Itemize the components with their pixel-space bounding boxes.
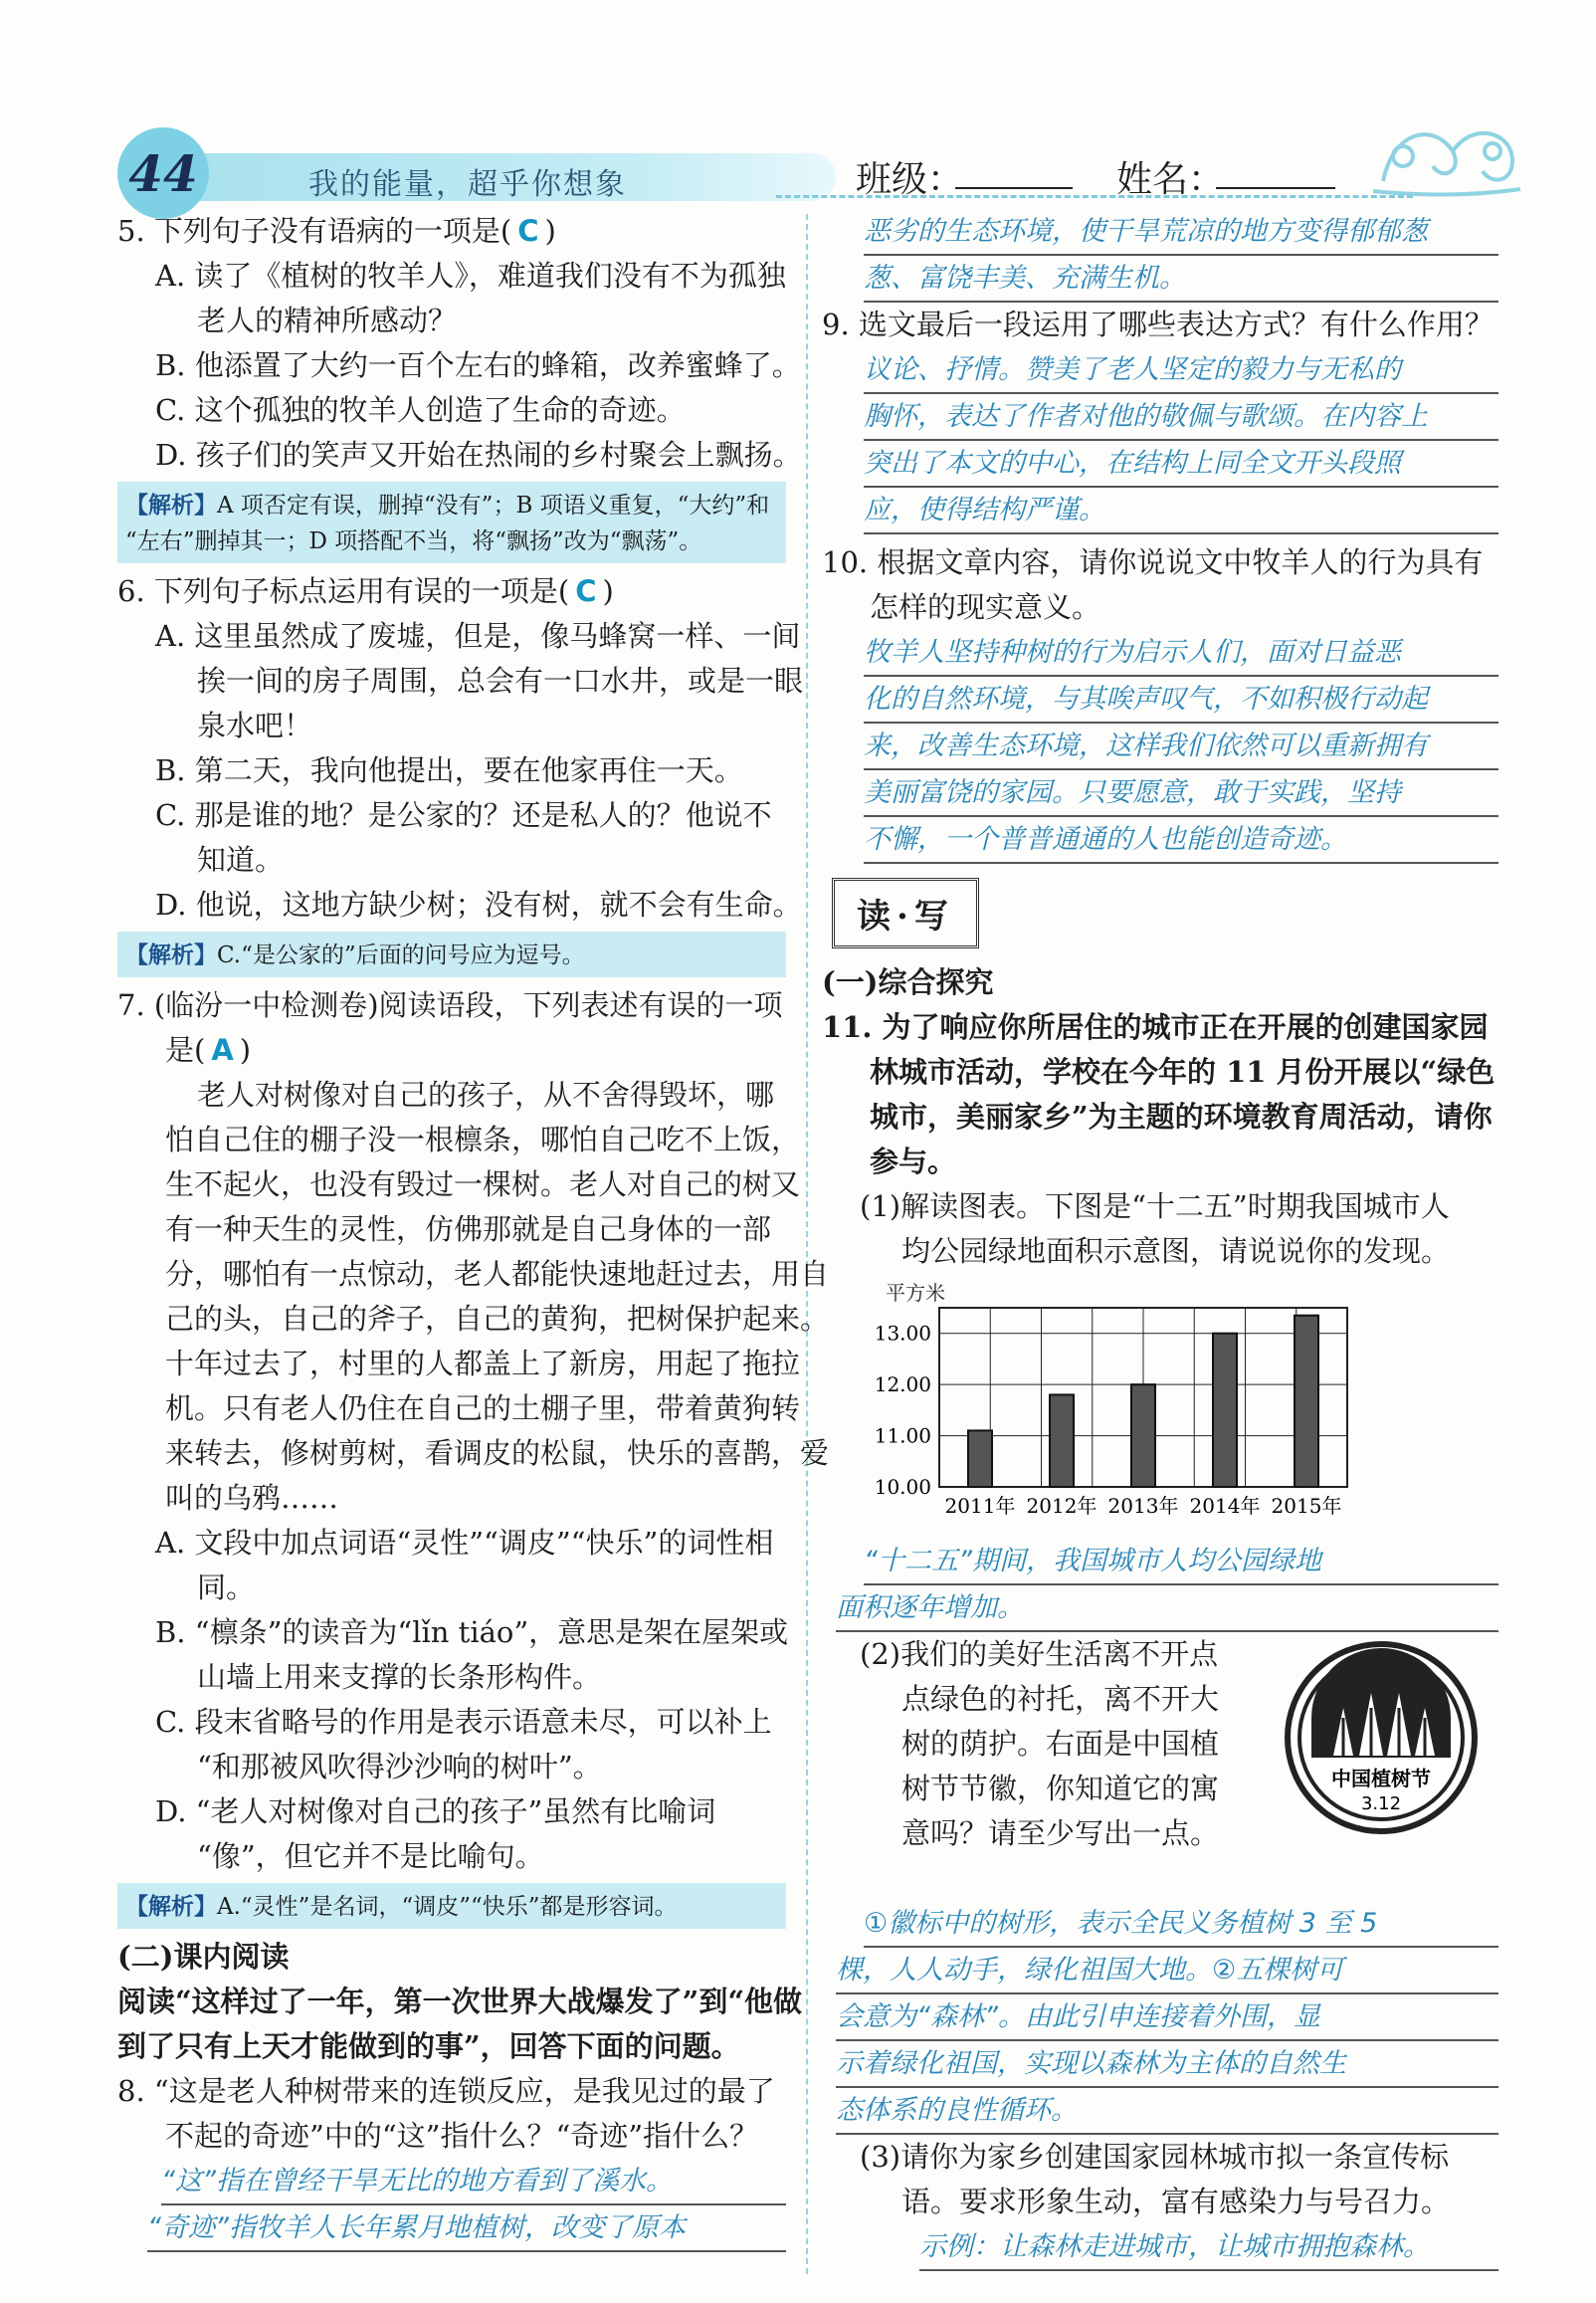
q7-passage: 老人对树像对自己的孩子，从不舍得毁坏，哪 怕自己住的棚子没一根檩条，哪怕自己吃不上饭， 生不起火，也没有毁过一棵树。老人对自己的树又 有一种天生的灵性，仿佛那就是自己身体的一部 分，哪怕有一点惊动，老人都能快速地赶过去，用自 己的头，自己的斧子，自己的黄狗，把树保护起来。 十年过去了，村里的人都盖上了新房，用起了拖拉 机。只有老人仍住在自己的土棚子里，带着黄狗转 来转去，修树剪树，看调皮的松鼠，快乐的喜鹊，爱 叫的乌鸦……: [165, 1078, 830, 1515]
chart-bar: [1050, 1394, 1074, 1487]
emblem-label: 中国植树节: [1331, 1767, 1431, 1790]
q7-analysis-box: 【解析】A.“灵性”是名词，“调皮”“快乐”都是形容词。: [117, 1883, 786, 1929]
q8-answer-line: “这”指在曾经干旱无比的地方看到了溪水。: [161, 2159, 786, 2205]
chart-xtick-label: 2013年: [1107, 1494, 1179, 1518]
q11-2-answer-line: ①徽标中的树形，表示全民义务植树 3 至 5: [864, 1901, 1498, 1948]
q7-answer: A: [211, 1033, 234, 1067]
q5-answer: C: [517, 214, 539, 248]
chart-ytick-label: 12.00: [874, 1372, 931, 1397]
emblem-date: 3.12: [1360, 1793, 1402, 1814]
question-5: 5. 下列句子没有语病的一项是( C ) A. 读了《植树的牧羊人》，难道我们没有不为孤独 老人的精神所感动？ B. 他添置了大约一百个左右的蜂箱，改养蜜蜂了。 C. 这个孤独的牧羊人创造了生命的奇迹。 D. 孩子们的笑声又开始在热闹的乡村聚会上飘扬。 【解析】A 项否定有误，删掉“没有”；B 项语义重复，“大约”和 “左右”删掉其一；D 项搭配不当，将“飘扬”改为“飘荡”。: [117, 209, 786, 563]
floral-ornament-icon: [1363, 111, 1522, 201]
q7-option-d: D. “老人对树像对自己的孩子”虽然有比喻词: [155, 1794, 716, 1828]
q10-answer-line: 化的自然环境，与其唉声叹气，不如积极行动起: [864, 677, 1498, 724]
class-field[interactable]: [955, 187, 1073, 189]
q11-2-answer-line: 态体系的良性循环。: [836, 2088, 1498, 2135]
q11-2-answer-line: 示着绿化祖国，实现以森林为主体的自然生: [836, 2041, 1498, 2088]
page-header: [0, 0, 1596, 209]
chart-bar: [1213, 1334, 1237, 1487]
question-9: 9. 选文最后一段运用了哪些表达方式？有什么作用？ 议论、抒情。赞美了老人坚定的毅力与无私的 胸怀，表达了作者对他的敬佩与歌颂。在内容上 突出了本文的中心，在结构上同全文开头段照 应，使得结构严谨。: [822, 303, 1498, 534]
chart-bar: [968, 1430, 992, 1487]
q5-option-a: A. 读了《植树的牧羊人》，难道我们没有不为孤独: [155, 259, 786, 293]
chart-bar: [1131, 1384, 1155, 1487]
q5-analysis-box: 【解析】A 项否定有误，删掉“没有”；B 项语义重复，“大约”和 “左右”删掉其一；D 项搭配不当，将“飘扬”改为“飘荡”。: [117, 482, 786, 563]
chart-ytick-label: 11.00: [874, 1423, 931, 1448]
chart-bar: [1295, 1316, 1318, 1487]
chart-ytick-label: 13.00: [874, 1321, 931, 1346]
q11-2-answer-line: 棵，人人动手，绿化祖国大地。②五棵树可: [836, 1948, 1498, 1994]
q6-option-a: A. 这里虽然成了废墟，但是，像马蜂窝一样、一间: [155, 619, 801, 653]
q8-answer-line: “奇迹”指牧羊人长年累月地植树，改变了原本: [147, 2205, 786, 2252]
q7-option-a: A. 文段中加点词语“灵性”“调皮”“快乐”的词性相: [155, 1526, 774, 1560]
chart-xtick-label: 2012年: [1026, 1494, 1097, 1518]
chart-ylabel: 平方米: [886, 1281, 945, 1305]
section-title: (二)课内阅读: [117, 1940, 290, 1974]
q9-answer-line: 应，使得结构严谨。: [864, 488, 1498, 534]
chart-xtick-label: 2014年: [1189, 1494, 1261, 1518]
question-7: 7. (临汾一中检测卷)阅读语段，下列表述有误的一项 是( A ) 老人对树像对自己的孩子，从不舍得毁坏，哪 怕自己住的棚子没一根檩条，哪怕自己吃不上饭， 生不起火，也没有毁过一棵树。老人对自己的树又 有一种天生的灵性，仿佛那就是自己身体的一部 分，哪怕有一点惊动，老人都能快速地赶过去，用自 己的头，自己的斧子，自己的黄狗，把树保护起来。 十年过去了，村里的人都盖上了新房，用起了拖拉 机。只有老人仍住在自己的土棚子里，带着黄狗转 来转去，修树剪树，看调皮的松鼠，快乐的喜鹊，爱 叫的乌鸦…… A. 文段中加点词语“灵性”“调皮”“快乐”的词性相 同。 B. “檩条”的读音为“lǐn tiáo”，意思是架在屋架或 山墙上用来支撑的长条形构件。 C. 段末省略号的作用是表示语意未尽，可以补上 “和那被风吹得沙沙响的树叶”。 D. “老人对树像对自己的孩子”虽然有比喻词 “像”，但它并不是比喻句。 【解析】A.“灵性”是名词，“调皮”“快乐”都是形容词。: [117, 983, 786, 1929]
q11-2-answer-line: 会意为“森林”。由此引申连接着外围，显: [836, 1994, 1498, 2041]
q11-1-answer-line: 面积逐年增加。: [836, 1585, 1498, 1632]
q7-option-b: B. “檩条”的读音为“lǐn tiáo”，意思是架在屋架或: [155, 1615, 789, 1649]
name-field[interactable]: [1216, 187, 1335, 189]
chart-xtick-label: 2011年: [944, 1494, 1016, 1518]
slogan: 我的能量，超乎你想象: [308, 167, 627, 202]
q11-3-answer-line: 示例：让森林走进城市，让城市拥抱森林。: [919, 2224, 1498, 2271]
q10-answer-line: 来，改善生态环境，这样我们依然可以重新拥有: [864, 724, 1498, 770]
question-6: 6. 下列句子标点运用有误的一项是( C ) A. 这里虽然成了废墟，但是，像马蜂窝一样、一间 挨一间的房子周围，总会有一口水井，或是一眼 泉水吧！ B. 第二天，我向他提出，要在他家再住一天。 C. 那是谁的地？是公家的？还是私人的？他说不 知道。 D. 他说，这地方缺少树；没有树，就不会有生命。 【解析】C.“是公家的”后面的问号应为逗号。: [117, 569, 786, 977]
q9-answer-line: 突出了本文的中心，在结构上同全文开头段照: [864, 441, 1498, 488]
right-column: [822, 209, 1498, 2271]
question-11: 11. 为了响应你所居住的城市正在开展的创建国家园 林城市活动，学校在今年的 11 月份开展以“绿色 城市，美丽家乡”为主题的环境教育周活动，请你 参与。 (1)解读图表。下图是“十二五”时期我国城市人 均公园绿地面积示意图，请说说你的发现。 平方米 10.00 11.00 12.00 13.00 2011年 2012年 2013年 2014年 2015年 “十二五”期间，我国城市人均公园绿地 面积逐年增加。 (2)我们的美好生活离不开点 点绿色的衬托，离不开大 树的荫护。右面是中国植 树节节徽，你知道它的寓 意吗？请至少写出一点。 中国植树节 3.12 ①徽标中的树形，表示全民义务植树 3 至 5 棵，人人动手，绿化祖国大地。②五棵树可 会意为“森林”。由此引申连接着外围，显 示着绿化祖国，实现以森林为主体的自然生 态体系的良性循环。 (3)请你为家乡创建国家园林城市拟一条宣传标 语。要求形象生动，富有感染力与号召力。 示例：让森林走进城市，让城市拥抱森林。: [822, 1005, 1498, 2271]
column-divider: [806, 214, 808, 2274]
q10-answer-line: 美丽富饶的家园。只要愿意，敢于实践，坚持: [864, 770, 1498, 817]
q6-option-c: C. 那是谁的地？是公家的？还是私人的？他说不: [155, 798, 772, 832]
q9-answer-line: 议论、抒情。赞美了老人坚定的毅力与无私的: [864, 347, 1498, 394]
class-label: 班级：: [856, 159, 964, 200]
q8-answer-line: 葱、富饶丰美、充满生机。: [864, 256, 1498, 303]
question-8: 8. “这是老人种树带来的连锁反应，是我见过的最了 不起的奇迹”中的“这”指什么？“奇迹”指什么？ “这”指在曾经干旱无比的地方看到了溪水。 “奇迹”指牧羊人长年累月地植树，改变了原本: [117, 2069, 786, 2252]
q6-option-b: B. 第二天，我向他提出，要在他家再住一天。: [155, 753, 743, 787]
name-label: 姓名：: [1116, 159, 1225, 200]
q11-1-answer-line: “十二五”期间，我国城市人均公园绿地: [864, 1539, 1498, 1585]
q7-option-c: C. 段末省略号的作用是表示语意未尽，可以补上: [155, 1705, 772, 1739]
q10-answer-line: 不懈，一个普普通通的人也能创造奇迹。: [864, 817, 1498, 864]
q11-2-block: (2)我们的美好生活离不开点 点绿色的衬托，离不开大 树的荫护。右面是中国植 树节节徽，你知道它的寓 意吗？请至少写出一点。 中国植树节 3.12: [822, 1632, 1498, 1901]
chart-xtick-label: 2015年: [1271, 1494, 1342, 1518]
chart-ytick-label: 10.00: [874, 1475, 931, 1499]
q6-analysis-box: 【解析】C.“是公家的”后面的问号应为逗号。: [117, 932, 786, 977]
arbor-day-emblem-icon: [1282, 1638, 1481, 1837]
question-10: 10. 根据文章内容，请你说说文中牧羊人的行为具有 怎样的现实意义。 牧羊人坚持种树的行为启示人们，面对日益恶 化的自然环境，与其唉声叹气，不如积极行动起 来，改善生态环境，这样我们依然可以重新拥有 美丽富饶的家园。只要愿意，敢于实践，坚持 不懈，一个普普通通的人也能创造奇迹。: [822, 540, 1498, 864]
section-title: (一)综合探究: [822, 965, 994, 999]
left-column: [117, 209, 830, 2252]
q5-option-b: B. 他添置了大约一百个左右的蜂箱，改养蜜蜂了。: [155, 348, 801, 382]
q8-answer-line: 恶劣的生态环境，使干旱荒凉的地方变得郁郁葱: [864, 209, 1498, 256]
q6-answer: C: [575, 574, 597, 608]
section-inclass-reading: (二)课内阅读 阅读“这样过了一年，第一次世界大战爆发了”到“他做 到了只有上天才能做到的事”，回答下面的问题。: [117, 1935, 786, 2069]
q6-option-d: D. 他说，这地方缺少树；没有树，就不会有生命。: [155, 888, 802, 922]
q5-option-c: C. 这个孤独的牧羊人创造了生命的奇迹。: [155, 393, 686, 427]
page-number: 44: [117, 127, 209, 219]
q9-answer-line: 胸怀，表达了作者对他的敬佩与歌颂。在内容上: [864, 394, 1498, 441]
q5-option-d: D. 孩子们的笑声又开始在热闹的乡村聚会上飘扬。: [155, 438, 802, 472]
q10-answer-line: 牧羊人坚持种树的行为启示人们，面对日益恶: [864, 630, 1498, 677]
read-write-title: 读·写: [832, 878, 979, 948]
green-area-bar-chart: [850, 1278, 1367, 1537]
